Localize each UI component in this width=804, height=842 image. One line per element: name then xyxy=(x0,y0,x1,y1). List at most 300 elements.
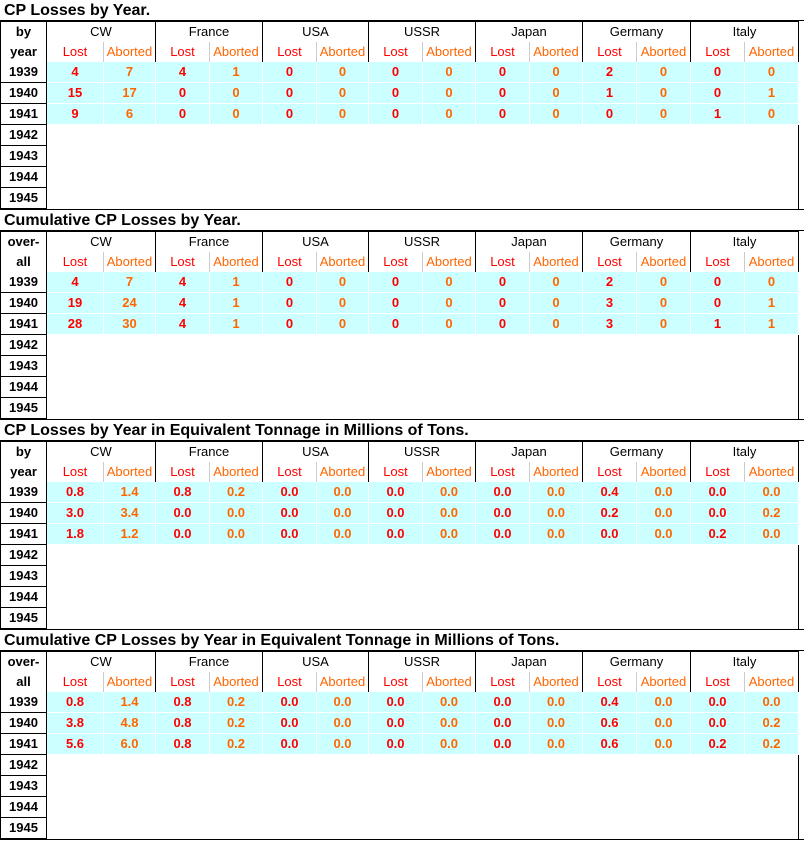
lost-value-cell: 0.4 xyxy=(583,692,637,713)
empty-cell xyxy=(317,587,369,608)
empty-cell xyxy=(583,797,637,818)
losses-table xyxy=(0,21,799,209)
aborted-value-cell: 0.0 xyxy=(423,503,476,524)
aborted-value-cell: 0.2 xyxy=(210,734,263,755)
country-header: Germany xyxy=(583,22,691,43)
empty-cell xyxy=(263,356,317,377)
lost-header: Lost xyxy=(369,462,423,482)
aborted-value-cell: 6.0 xyxy=(104,734,156,755)
empty-cell xyxy=(583,167,637,188)
empty-cell xyxy=(47,608,104,629)
empty-cell xyxy=(691,755,745,776)
empty-cell xyxy=(530,167,583,188)
empty-cell xyxy=(263,776,317,797)
year-label: 1943 xyxy=(1,356,47,377)
year-label: 1939 xyxy=(1,62,47,83)
aborted-value-cell: 1 xyxy=(210,62,263,83)
empty-cell xyxy=(263,146,317,167)
lost-value-cell: 2 xyxy=(583,272,637,293)
empty-cell xyxy=(691,146,745,167)
lost-value-cell: 0 xyxy=(691,293,745,314)
aborted-value-cell: 0.0 xyxy=(210,524,263,545)
aborted-header: Aborted xyxy=(637,462,691,482)
empty-cell xyxy=(476,356,530,377)
empty-cell xyxy=(210,356,263,377)
aborted-value-cell: 7 xyxy=(104,62,156,83)
country-header: Japan xyxy=(476,442,583,463)
empty-cell xyxy=(423,755,476,776)
year-label: 1941 xyxy=(1,314,47,335)
aborted-value-cell: 0.0 xyxy=(210,503,263,524)
aborted-value-cell: 0.0 xyxy=(423,524,476,545)
empty-cell xyxy=(263,188,317,209)
aborted-value-cell: 0.0 xyxy=(423,734,476,755)
empty-cell xyxy=(263,608,317,629)
aborted-value-cell: 1.2 xyxy=(104,524,156,545)
aborted-value-cell: 0.0 xyxy=(745,482,799,503)
lost-value-cell: 0 xyxy=(691,62,745,83)
aborted-value-cell: 0 xyxy=(423,293,476,314)
empty-cell xyxy=(369,146,423,167)
year-label: 1943 xyxy=(1,146,47,167)
empty-cell xyxy=(210,398,263,419)
aborted-header: Aborted xyxy=(745,672,799,692)
table-row xyxy=(1,608,799,629)
table-row xyxy=(1,734,799,755)
empty-cell xyxy=(691,167,745,188)
empty-cell xyxy=(530,356,583,377)
aborted-header: Aborted xyxy=(104,672,156,692)
lost-value-cell: 0 xyxy=(263,293,317,314)
lost-header: Lost xyxy=(691,672,745,692)
empty-cell xyxy=(637,377,691,398)
aborted-value-cell: 0.0 xyxy=(317,713,369,734)
empty-cell xyxy=(745,188,799,209)
empty-cell xyxy=(745,356,799,377)
aborted-value-cell: 0 xyxy=(423,272,476,293)
lost-value-cell: 5.6 xyxy=(47,734,104,755)
empty-cell xyxy=(104,566,156,587)
empty-cell xyxy=(104,188,156,209)
empty-cell xyxy=(745,797,799,818)
aborted-header: Aborted xyxy=(530,42,583,62)
lost-value-cell: 4 xyxy=(47,62,104,83)
empty-cell xyxy=(369,335,423,356)
empty-cell xyxy=(104,755,156,776)
empty-cell xyxy=(104,146,156,167)
aborted-value-cell: 0 xyxy=(423,83,476,104)
year-label: 1944 xyxy=(1,167,47,188)
aborted-header: Aborted xyxy=(423,252,476,272)
empty-cell xyxy=(530,188,583,209)
empty-cell xyxy=(637,167,691,188)
empty-cell xyxy=(47,776,104,797)
lost-header: Lost xyxy=(263,462,317,482)
lost-value-cell: 0.0 xyxy=(691,692,745,713)
lost-value-cell: 3 xyxy=(583,314,637,335)
sub-header-row xyxy=(1,672,799,692)
aborted-value-cell: 0.2 xyxy=(210,692,263,713)
aborted-value-cell: 0.0 xyxy=(637,482,691,503)
empty-cell xyxy=(369,608,423,629)
aborted-value-cell: 0.0 xyxy=(637,524,691,545)
empty-cell xyxy=(745,545,799,566)
aborted-value-cell: 0.0 xyxy=(317,692,369,713)
country-header: Italy xyxy=(691,232,799,253)
table-section xyxy=(0,0,804,210)
empty-cell xyxy=(104,335,156,356)
table-row xyxy=(1,566,799,587)
empty-cell xyxy=(637,755,691,776)
year-label: 1944 xyxy=(1,377,47,398)
empty-cell xyxy=(637,545,691,566)
lost-header: Lost xyxy=(583,42,637,62)
aborted-value-cell: 0 xyxy=(745,62,799,83)
empty-cell xyxy=(637,587,691,608)
empty-cell xyxy=(691,818,745,839)
aborted-value-cell: 0.2 xyxy=(745,503,799,524)
empty-cell xyxy=(317,377,369,398)
aborted-value-cell: 0 xyxy=(637,62,691,83)
aborted-value-cell: 1 xyxy=(745,293,799,314)
lost-value-cell: 0 xyxy=(263,104,317,125)
empty-cell xyxy=(476,566,530,587)
lost-header: Lost xyxy=(263,42,317,62)
lost-value-cell: 0.0 xyxy=(263,713,317,734)
empty-cell xyxy=(369,356,423,377)
empty-cell xyxy=(423,818,476,839)
year-label: 1943 xyxy=(1,776,47,797)
aborted-value-cell: 0.0 xyxy=(530,482,583,503)
lost-value-cell: 0 xyxy=(369,272,423,293)
aborted-value-cell: 0 xyxy=(745,104,799,125)
empty-cell xyxy=(691,188,745,209)
empty-cell xyxy=(47,587,104,608)
aborted-value-cell: 0 xyxy=(423,62,476,83)
empty-cell xyxy=(210,146,263,167)
empty-cell xyxy=(156,398,210,419)
lost-header: Lost xyxy=(691,462,745,482)
empty-cell xyxy=(156,566,210,587)
country-header-row xyxy=(1,232,799,253)
aborted-value-cell: 0 xyxy=(637,272,691,293)
table-row xyxy=(1,104,799,125)
lost-value-cell: 3.8 xyxy=(47,713,104,734)
country-header: France xyxy=(156,22,263,43)
empty-cell xyxy=(317,545,369,566)
empty-cell xyxy=(423,545,476,566)
aborted-value-cell: 0.0 xyxy=(530,734,583,755)
year-label: 1944 xyxy=(1,797,47,818)
empty-cell xyxy=(583,356,637,377)
lost-value-cell: 0 xyxy=(156,83,210,104)
table-section xyxy=(0,630,804,840)
empty-cell xyxy=(104,398,156,419)
aborted-header: Aborted xyxy=(210,462,263,482)
lost-value-cell: 0 xyxy=(369,314,423,335)
empty-cell xyxy=(745,587,799,608)
aborted-value-cell: 17 xyxy=(104,83,156,104)
aborted-value-cell: 7 xyxy=(104,272,156,293)
empty-cell xyxy=(745,377,799,398)
empty-cell xyxy=(317,818,369,839)
aborted-value-cell: 0.2 xyxy=(745,713,799,734)
country-header: CW xyxy=(47,442,156,463)
lost-value-cell: 0 xyxy=(476,104,530,125)
empty-cell xyxy=(47,125,104,146)
lost-header: Lost xyxy=(369,672,423,692)
aborted-value-cell: 0 xyxy=(317,272,369,293)
aborted-value-cell: 0 xyxy=(317,104,369,125)
lost-value-cell: 19 xyxy=(47,293,104,314)
year-label: 1942 xyxy=(1,335,47,356)
aborted-value-cell: 0.2 xyxy=(210,713,263,734)
aborted-value-cell: 0 xyxy=(210,104,263,125)
table-row xyxy=(1,482,799,503)
aborted-value-cell: 0 xyxy=(210,83,263,104)
aborted-value-cell: 0.0 xyxy=(637,734,691,755)
empty-cell xyxy=(263,545,317,566)
empty-cell xyxy=(210,566,263,587)
year-label: 1941 xyxy=(1,524,47,545)
lost-value-cell: 0.0 xyxy=(583,524,637,545)
aborted-header: Aborted xyxy=(637,252,691,272)
aborted-value-cell: 1.4 xyxy=(104,482,156,503)
country-header: CW xyxy=(47,232,156,253)
aborted-value-cell: 1 xyxy=(745,314,799,335)
empty-cell xyxy=(583,335,637,356)
lost-value-cell: 1.8 xyxy=(47,524,104,545)
empty-cell xyxy=(47,335,104,356)
aborted-header: Aborted xyxy=(530,252,583,272)
country-header: USSR xyxy=(369,22,476,43)
lost-value-cell: 0 xyxy=(476,83,530,104)
empty-cell xyxy=(156,356,210,377)
country-header-row xyxy=(1,22,799,43)
lost-value-cell: 0.8 xyxy=(156,713,210,734)
empty-cell xyxy=(263,167,317,188)
lost-value-cell: 0.8 xyxy=(156,482,210,503)
aborted-header: Aborted xyxy=(745,42,799,62)
empty-cell xyxy=(156,818,210,839)
country-header: USA xyxy=(263,652,369,673)
lost-header: Lost xyxy=(156,42,210,62)
empty-cell xyxy=(369,188,423,209)
aborted-value-cell: 0 xyxy=(530,83,583,104)
empty-cell xyxy=(104,377,156,398)
lost-value-cell: 0 xyxy=(369,293,423,314)
lost-value-cell: 0.2 xyxy=(691,734,745,755)
aborted-header: Aborted xyxy=(423,672,476,692)
empty-cell xyxy=(745,167,799,188)
table-row xyxy=(1,335,799,356)
country-header: USSR xyxy=(369,232,476,253)
empty-cell xyxy=(530,776,583,797)
empty-cell xyxy=(691,587,745,608)
lost-value-cell: 0.0 xyxy=(156,524,210,545)
lost-value-cell: 0 xyxy=(476,293,530,314)
empty-cell xyxy=(156,776,210,797)
corner-label-bottom: year xyxy=(1,42,47,62)
empty-cell xyxy=(369,755,423,776)
aborted-header: Aborted xyxy=(423,462,476,482)
empty-cell xyxy=(156,545,210,566)
lost-value-cell: 1 xyxy=(691,314,745,335)
empty-cell xyxy=(530,818,583,839)
aborted-value-cell: 0 xyxy=(530,104,583,125)
empty-cell xyxy=(745,776,799,797)
aborted-value-cell: 3.4 xyxy=(104,503,156,524)
lost-header: Lost xyxy=(156,672,210,692)
lost-value-cell: 0.0 xyxy=(691,482,745,503)
empty-cell xyxy=(423,587,476,608)
empty-cell xyxy=(47,398,104,419)
aborted-value-cell: 0.0 xyxy=(530,524,583,545)
empty-cell xyxy=(637,398,691,419)
lost-header: Lost xyxy=(47,252,104,272)
lost-value-cell: 0.0 xyxy=(691,713,745,734)
lost-value-cell: 0 xyxy=(583,104,637,125)
lost-header: Lost xyxy=(369,252,423,272)
empty-cell xyxy=(156,755,210,776)
lost-value-cell: 15 xyxy=(47,83,104,104)
aborted-header: Aborted xyxy=(210,42,263,62)
country-header: Japan xyxy=(476,22,583,43)
empty-cell xyxy=(476,776,530,797)
empty-cell xyxy=(47,146,104,167)
empty-cell xyxy=(691,797,745,818)
empty-cell xyxy=(583,188,637,209)
aborted-value-cell: 0 xyxy=(317,314,369,335)
empty-cell xyxy=(47,545,104,566)
empty-cell xyxy=(210,335,263,356)
empty-cell xyxy=(210,797,263,818)
aborted-value-cell: 1 xyxy=(745,83,799,104)
lost-value-cell: 3 xyxy=(583,293,637,314)
empty-cell xyxy=(637,818,691,839)
lost-value-cell: 0.0 xyxy=(476,524,530,545)
year-label: 1941 xyxy=(1,734,47,755)
aborted-value-cell: 0.0 xyxy=(745,524,799,545)
empty-cell xyxy=(691,335,745,356)
empty-cell xyxy=(583,755,637,776)
empty-cell xyxy=(530,545,583,566)
empty-cell xyxy=(745,608,799,629)
empty-cell xyxy=(317,797,369,818)
lost-value-cell: 0 xyxy=(263,314,317,335)
section-title: CP Losses by Year in Equivalent Tonnage in Millions of Tons. xyxy=(0,420,804,441)
empty-cell xyxy=(369,776,423,797)
aborted-header: Aborted xyxy=(637,672,691,692)
empty-cell xyxy=(156,587,210,608)
empty-cell xyxy=(317,755,369,776)
lost-header: Lost xyxy=(263,672,317,692)
aborted-value-cell: 1 xyxy=(210,272,263,293)
country-header: Italy xyxy=(691,22,799,43)
table-row xyxy=(1,524,799,545)
section-title: Cumulative CP Losses by Year in Equivalent Tonnage in Millions of Tons. xyxy=(0,630,804,651)
lost-value-cell: 1 xyxy=(583,83,637,104)
empty-cell xyxy=(210,167,263,188)
empty-cell xyxy=(47,377,104,398)
year-label: 1945 xyxy=(1,608,47,629)
country-header-row xyxy=(1,442,799,463)
country-header: CW xyxy=(47,652,156,673)
aborted-header: Aborted xyxy=(317,672,369,692)
table-row xyxy=(1,314,799,335)
empty-cell xyxy=(47,755,104,776)
aborted-value-cell: 0 xyxy=(637,83,691,104)
table-row xyxy=(1,272,799,293)
empty-cell xyxy=(691,566,745,587)
lost-header: Lost xyxy=(156,252,210,272)
aborted-value-cell: 0.0 xyxy=(530,692,583,713)
empty-cell xyxy=(423,776,476,797)
aborted-value-cell: 0.0 xyxy=(317,482,369,503)
aborted-value-cell: 0.0 xyxy=(317,503,369,524)
empty-cell xyxy=(210,125,263,146)
empty-cell xyxy=(530,146,583,167)
empty-cell xyxy=(476,188,530,209)
empty-cell xyxy=(210,587,263,608)
corner-label-top: over- xyxy=(1,652,47,673)
empty-cell xyxy=(530,566,583,587)
empty-cell xyxy=(423,335,476,356)
aborted-header: Aborted xyxy=(745,252,799,272)
corner-label-top: over- xyxy=(1,232,47,253)
year-label: 1939 xyxy=(1,692,47,713)
aborted-header: Aborted xyxy=(530,462,583,482)
table-row xyxy=(1,545,799,566)
empty-cell xyxy=(369,545,423,566)
lost-value-cell: 0.8 xyxy=(156,734,210,755)
aborted-value-cell: 0.0 xyxy=(637,692,691,713)
empty-cell xyxy=(210,818,263,839)
lost-value-cell: 4 xyxy=(47,272,104,293)
empty-cell xyxy=(104,818,156,839)
aborted-value-cell: 1 xyxy=(210,293,263,314)
lost-value-cell: 0.6 xyxy=(583,734,637,755)
table-row xyxy=(1,146,799,167)
aborted-value-cell: 0.0 xyxy=(637,713,691,734)
year-label: 1945 xyxy=(1,818,47,839)
empty-cell xyxy=(369,797,423,818)
table-row xyxy=(1,776,799,797)
lost-value-cell: 4 xyxy=(156,62,210,83)
losses-table xyxy=(0,441,799,629)
empty-cell xyxy=(637,608,691,629)
empty-cell xyxy=(210,608,263,629)
year-label: 1940 xyxy=(1,83,47,104)
country-header: USA xyxy=(263,442,369,463)
lost-value-cell: 1 xyxy=(691,104,745,125)
empty-cell xyxy=(745,146,799,167)
empty-cell xyxy=(47,818,104,839)
empty-cell xyxy=(583,566,637,587)
year-label: 1940 xyxy=(1,713,47,734)
year-label: 1940 xyxy=(1,293,47,314)
empty-cell xyxy=(745,335,799,356)
lost-value-cell: 0.8 xyxy=(156,692,210,713)
year-label: 1945 xyxy=(1,398,47,419)
table-row xyxy=(1,293,799,314)
aborted-value-cell: 0 xyxy=(423,314,476,335)
empty-cell xyxy=(637,356,691,377)
empty-cell xyxy=(210,545,263,566)
table-row xyxy=(1,62,799,83)
aborted-header: Aborted xyxy=(637,42,691,62)
lost-value-cell: 0.0 xyxy=(263,734,317,755)
